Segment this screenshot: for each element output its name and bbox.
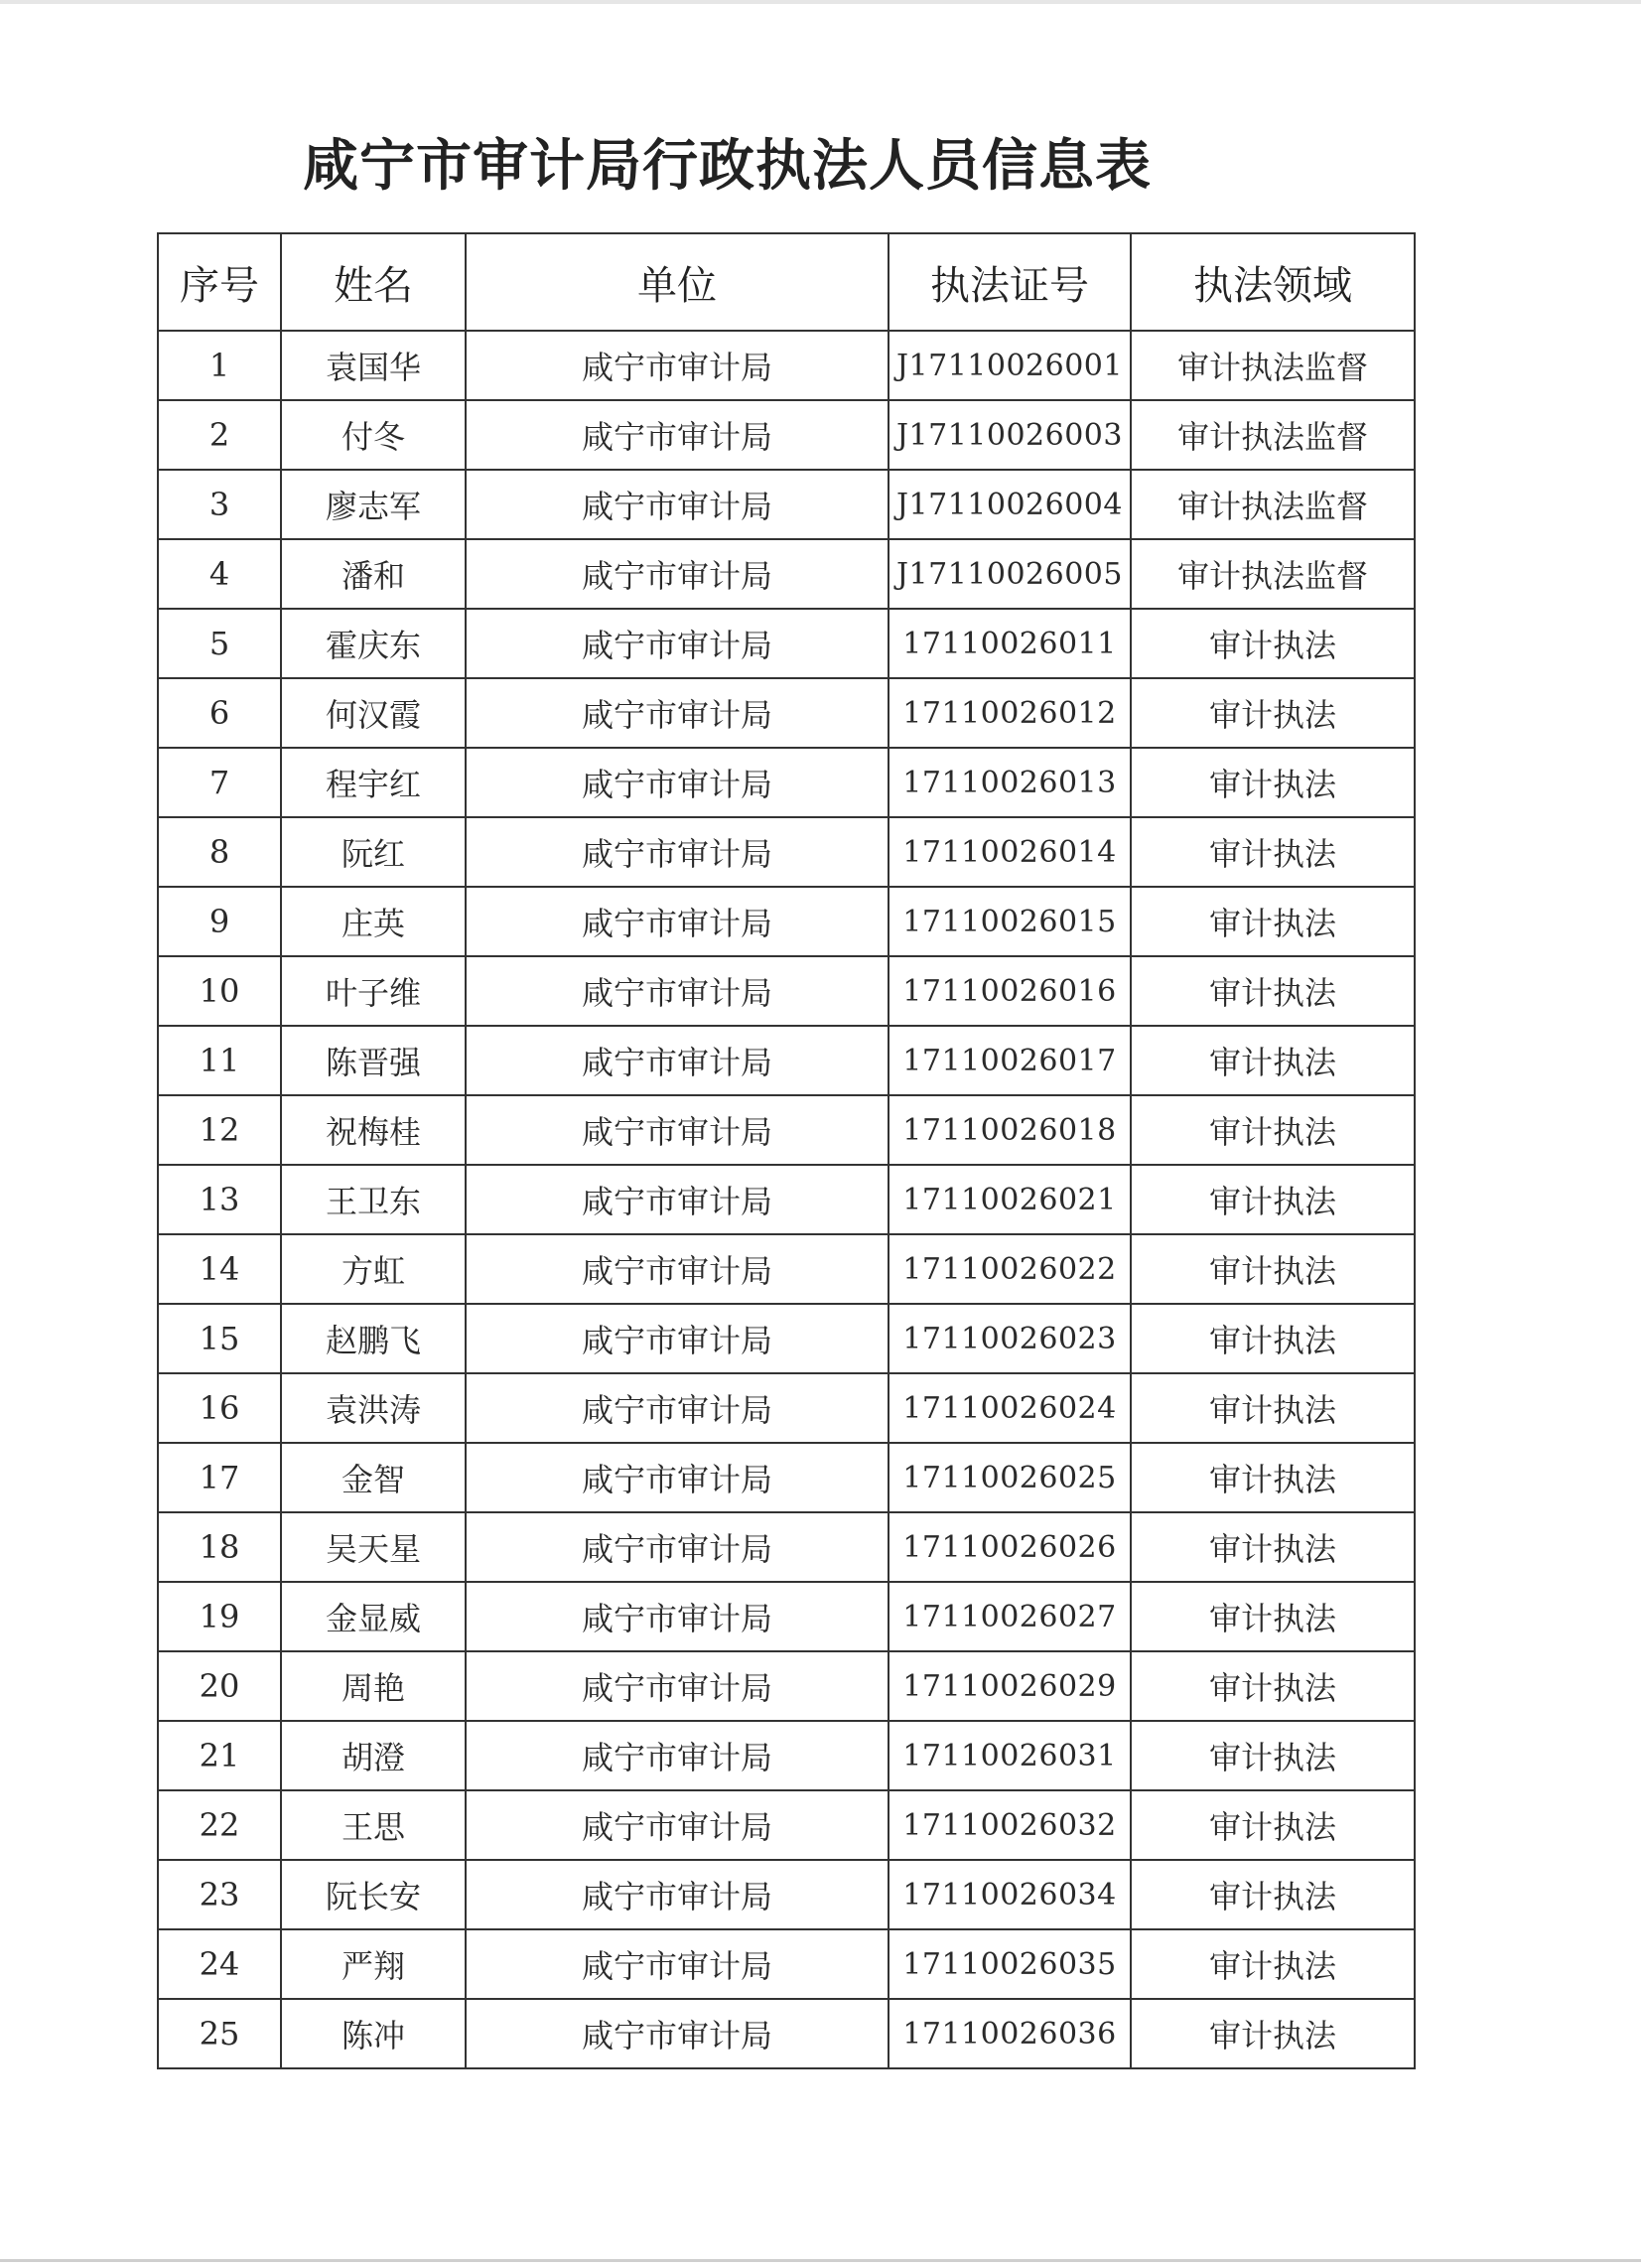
- table-row: [158, 1095, 1415, 1165]
- cell-name: 叶子维: [281, 956, 466, 1026]
- cell-unit: 咸宁市审计局: [466, 470, 889, 539]
- cell-name: 付冬: [281, 400, 466, 470]
- cell-unit: 咸宁市审计局: [466, 1304, 889, 1373]
- cell-cert-number: 17110026014: [889, 817, 1131, 887]
- cell-cert-number: 17110026035: [889, 1929, 1131, 1999]
- cell-unit: 咸宁市审计局: [466, 1512, 889, 1582]
- table-row: [158, 400, 1415, 470]
- cell-cert-number: J17110026003: [889, 400, 1131, 470]
- table-row: [158, 1790, 1415, 1860]
- header-unit: 单位: [466, 233, 889, 331]
- cell-name: 王思: [281, 1790, 466, 1860]
- cell-field: 审计执法: [1131, 1582, 1415, 1651]
- cell-cert-number: 17110026018: [889, 1095, 1131, 1165]
- cell-name: 袁洪涛: [281, 1373, 466, 1443]
- cell-cert-number: 17110026027: [889, 1582, 1131, 1651]
- cell-field: 审计执法: [1131, 678, 1415, 748]
- cell-unit: 咸宁市审计局: [466, 331, 889, 400]
- table-row: [158, 1165, 1415, 1234]
- header-row: [158, 233, 1415, 331]
- cell-unit: 咸宁市审计局: [466, 1929, 889, 1999]
- cell-name: 潘和: [281, 539, 466, 609]
- cell-cert-number: 17110026031: [889, 1721, 1131, 1790]
- cell-field: 审计执法: [1131, 1304, 1415, 1373]
- cell-name: 陈晋强: [281, 1026, 466, 1095]
- table-row: [158, 1373, 1415, 1443]
- cell-field: 审计执法: [1131, 1512, 1415, 1582]
- cell-cert-number: 17110026015: [889, 887, 1131, 956]
- cell-unit: 咸宁市审计局: [466, 1443, 889, 1512]
- cell-index: 2: [158, 400, 281, 470]
- cell-unit: 咸宁市审计局: [466, 400, 889, 470]
- cell-cert-number: 17110026036: [889, 1999, 1131, 2068]
- table-row: [158, 1512, 1415, 1582]
- cell-index: 23: [158, 1860, 281, 1929]
- cell-field: 审计执法监督: [1131, 470, 1415, 539]
- table-header: [158, 233, 1415, 331]
- cell-field: 审计执法监督: [1131, 539, 1415, 609]
- cell-unit: 咸宁市审计局: [466, 1860, 889, 1929]
- cell-unit: 咸宁市审计局: [466, 1026, 889, 1095]
- table-row: [158, 1234, 1415, 1304]
- cell-index: 20: [158, 1651, 281, 1721]
- cell-cert-number: 17110026034: [889, 1860, 1131, 1929]
- cell-name: 王卫东: [281, 1165, 466, 1234]
- cell-unit: 咸宁市审计局: [466, 678, 889, 748]
- cell-unit: 咸宁市审计局: [466, 539, 889, 609]
- table-row: [158, 539, 1415, 609]
- cell-field: 审计执法监督: [1131, 331, 1415, 400]
- cell-cert-number: 17110026023: [889, 1304, 1131, 1373]
- cell-unit: 咸宁市审计局: [466, 609, 889, 678]
- cell-name: 胡澄: [281, 1721, 466, 1790]
- header-name: 姓名: [281, 233, 466, 331]
- scan-top-edge: [0, 0, 1641, 4]
- cell-field: 审计执法: [1131, 817, 1415, 887]
- cell-name: 何汉霞: [281, 678, 466, 748]
- cell-unit: 咸宁市审计局: [466, 1234, 889, 1304]
- cell-field: 审计执法: [1131, 1165, 1415, 1234]
- cell-unit: 咸宁市审计局: [466, 817, 889, 887]
- cell-cert-number: 17110026022: [889, 1234, 1131, 1304]
- cell-cert-number: 17110026025: [889, 1443, 1131, 1512]
- cell-unit: 咸宁市审计局: [466, 1095, 889, 1165]
- cell-cert-number: 17110026032: [889, 1790, 1131, 1860]
- cell-name: 方虹: [281, 1234, 466, 1304]
- cell-index: 18: [158, 1512, 281, 1582]
- cell-name: 阮红: [281, 817, 466, 887]
- cell-unit: 咸宁市审计局: [466, 1721, 889, 1790]
- cell-name: 袁国华: [281, 331, 466, 400]
- cell-field: 审计执法: [1131, 1373, 1415, 1443]
- cell-cert-number: 17110026011: [889, 609, 1131, 678]
- scan-bottom-edge: [0, 2259, 1641, 2262]
- cell-index: 13: [158, 1165, 281, 1234]
- cell-name: 吴天星: [281, 1512, 466, 1582]
- cell-unit: 咸宁市审计局: [466, 748, 889, 817]
- cell-index: 7: [158, 748, 281, 817]
- cell-index: 4: [158, 539, 281, 609]
- cell-name: 霍庆东: [281, 609, 466, 678]
- cell-field: 审计执法: [1131, 748, 1415, 817]
- table-row: [158, 1860, 1415, 1929]
- cell-cert-number: J17110026004: [889, 470, 1131, 539]
- table-row: [158, 1999, 1415, 2068]
- cell-cert-number: 17110026013: [889, 748, 1131, 817]
- cell-name: 金智: [281, 1443, 466, 1512]
- cell-unit: 咸宁市审计局: [466, 1165, 889, 1234]
- cell-index: 25: [158, 1999, 281, 2068]
- cell-index: 10: [158, 956, 281, 1026]
- cell-cert-number: 17110026016: [889, 956, 1131, 1026]
- header-index: 序号: [158, 233, 281, 331]
- cell-index: 24: [158, 1929, 281, 1999]
- cell-unit: 咸宁市审计局: [466, 956, 889, 1026]
- cell-field: 审计执法: [1131, 609, 1415, 678]
- cell-index: 9: [158, 887, 281, 956]
- cell-field: 审计执法: [1131, 1095, 1415, 1165]
- table-row: [158, 1304, 1415, 1373]
- cell-field: 审计执法: [1131, 1929, 1415, 1999]
- cell-index: 8: [158, 817, 281, 887]
- cell-unit: 咸宁市审计局: [466, 1373, 889, 1443]
- cell-name: 阮长安: [281, 1860, 466, 1929]
- table-row: [158, 817, 1415, 887]
- cell-index: 12: [158, 1095, 281, 1165]
- cell-index: 3: [158, 470, 281, 539]
- table-row: [158, 748, 1415, 817]
- cell-cert-number: 17110026026: [889, 1512, 1131, 1582]
- cell-index: 21: [158, 1721, 281, 1790]
- table-row: [158, 470, 1415, 539]
- cell-field: 审计执法: [1131, 1790, 1415, 1860]
- cell-field: 审计执法监督: [1131, 400, 1415, 470]
- cell-unit: 咸宁市审计局: [466, 887, 889, 956]
- cell-name: 陈冲: [281, 1999, 466, 2068]
- table-row: [158, 1443, 1415, 1512]
- cell-cert-number: J17110026001: [889, 331, 1131, 400]
- cell-field: 审计执法: [1131, 1721, 1415, 1790]
- cell-name: 严翔: [281, 1929, 466, 1999]
- cell-cert-number: 17110026021: [889, 1165, 1131, 1234]
- cell-cert-number: 17110026017: [889, 1026, 1131, 1095]
- table-row: [158, 1582, 1415, 1651]
- cell-name: 廖志军: [281, 470, 466, 539]
- header-field: 执法领域: [1131, 233, 1415, 331]
- table-row: [158, 887, 1415, 956]
- table-row: [158, 609, 1415, 678]
- header-cert-number: 执法证号: [889, 233, 1131, 331]
- cell-name: 周艳: [281, 1651, 466, 1721]
- cell-name: 金显威: [281, 1582, 466, 1651]
- cell-field: 审计执法: [1131, 887, 1415, 956]
- cell-field: 审计执法: [1131, 1860, 1415, 1929]
- cell-index: 16: [158, 1373, 281, 1443]
- table-row: [158, 331, 1415, 400]
- table-body: [158, 331, 1415, 2068]
- cell-unit: 咸宁市审计局: [466, 1582, 889, 1651]
- cell-cert-number: J17110026005: [889, 539, 1131, 609]
- table-row: [158, 1721, 1415, 1790]
- cell-index: 6: [158, 678, 281, 748]
- cell-field: 审计执法: [1131, 1234, 1415, 1304]
- cell-field: 审计执法: [1131, 1999, 1415, 2068]
- cell-unit: 咸宁市审计局: [466, 1651, 889, 1721]
- cell-cert-number: 17110026029: [889, 1651, 1131, 1721]
- cell-field: 审计执法: [1131, 1651, 1415, 1721]
- cell-index: 14: [158, 1234, 281, 1304]
- table-row: [158, 1026, 1415, 1095]
- cell-unit: 咸宁市审计局: [466, 1790, 889, 1860]
- table-row: [158, 956, 1415, 1026]
- cell-name: 程宇红: [281, 748, 466, 817]
- page-title: 咸宁市审计局行政执法人员信息表: [303, 134, 1152, 199]
- cell-index: 17: [158, 1443, 281, 1512]
- cell-unit: 咸宁市审计局: [466, 1999, 889, 2068]
- cell-index: 15: [158, 1304, 281, 1373]
- cell-index: 5: [158, 609, 281, 678]
- cell-cert-number: 17110026012: [889, 678, 1131, 748]
- table-row: [158, 1929, 1415, 1999]
- cell-name: 庄英: [281, 887, 466, 956]
- table-row: [158, 1651, 1415, 1721]
- cell-name: 赵鹏飞: [281, 1304, 466, 1373]
- cell-cert-number: 17110026024: [889, 1373, 1131, 1443]
- table-row: [158, 678, 1415, 748]
- cell-index: 11: [158, 1026, 281, 1095]
- cell-index: 19: [158, 1582, 281, 1651]
- personnel-info-table: [157, 232, 1416, 2069]
- cell-name: 祝梅桂: [281, 1095, 466, 1165]
- cell-index: 22: [158, 1790, 281, 1860]
- cell-field: 审计执法: [1131, 956, 1415, 1026]
- cell-field: 审计执法: [1131, 1443, 1415, 1512]
- cell-field: 审计执法: [1131, 1026, 1415, 1095]
- cell-index: 1: [158, 331, 281, 400]
